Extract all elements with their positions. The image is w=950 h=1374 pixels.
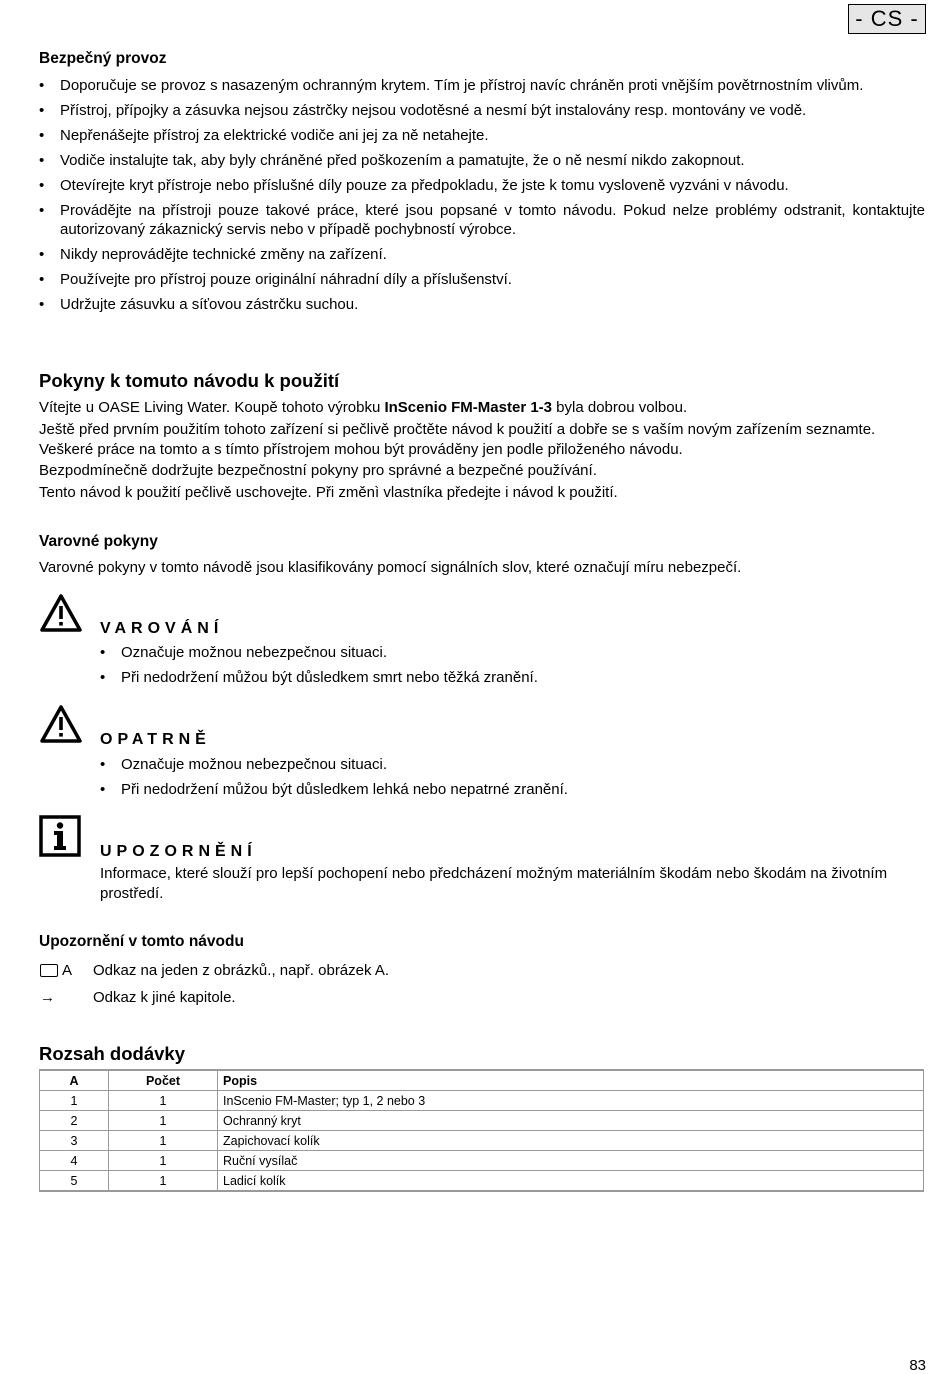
delivery-table xyxy=(39,1069,924,1192)
instructions-paragraph: Tento návod k použití pečlivě uschovejte. Při změnì vlastníka předejte i návod k použití. xyxy=(39,484,618,501)
list-item: • Používejte pro přístroj pouze originální náhradní díly a příslušenství. xyxy=(39,270,925,289)
caution-label: OPATRNĚ xyxy=(100,731,211,748)
table-cell: 3 xyxy=(40,1131,109,1151)
column-header: A xyxy=(40,1070,109,1091)
list-item: • Doporučuje se provoz s nasazeným ochranným krytem. Tím je přístroj navíc chráněn proti vnějším povětrnostním vlivům. xyxy=(39,76,925,95)
safety-list xyxy=(39,76,925,320)
figure-icon xyxy=(40,964,58,977)
list-item: • Označuje možnou nebezpečnou situaci. xyxy=(100,643,925,662)
table-row xyxy=(40,1151,924,1171)
references-heading: Upozornění v tomto návodu xyxy=(39,933,244,950)
list-item: • Provádějte na přístroji pouze takové práce, které jsou popsané v tomto návodu. Pokud nelze problémy odstranit, kontaktujte autorizovaný zákaznický servis nebo v případě pochybností výrobce. xyxy=(39,201,925,239)
table-cell: 2 xyxy=(40,1111,109,1131)
info-icon xyxy=(39,815,81,857)
column-header: Počet xyxy=(109,1070,218,1091)
table-cell: Zapichovací kolík xyxy=(218,1131,924,1151)
table-cell: 1 xyxy=(109,1111,218,1131)
instructions-paragraph: Bezpodmínečně dodržujte bezpečnostní pokyny pro správné a bezpečné používání. xyxy=(39,462,597,479)
warnings-heading: Varovné pokyny xyxy=(39,533,158,550)
table-cell: 1 xyxy=(40,1091,109,1111)
welcome-text-end: byla dobrou volbou. xyxy=(552,399,688,416)
page-number: 83 xyxy=(909,1357,926,1374)
figure-reference-text: Odkaz na jeden z obrázků., např. obrázek A. xyxy=(93,962,390,979)
table-cell: 1 xyxy=(109,1091,218,1111)
language-badge: - CS - xyxy=(848,4,926,34)
warning-list xyxy=(100,643,925,693)
list-item: • Otevírejte kryt přístroje nebo příslušné díly pouze za předpokladu, že jste k tomu vysloveně vyzváni v návodu. xyxy=(39,176,925,195)
table-cell: InScenio FM-Master; typ 1, 2 nebo 3 xyxy=(218,1091,924,1111)
list-item: • Při nedodržení můžou být důsledkem smrt nebo těžká zranění. xyxy=(100,668,925,687)
list-item: • Vodiče instalujte tak, aby byly chráněné před poškozením a pamatujte, že o ně nesmí nikdo zakopnout. xyxy=(39,151,925,170)
table-cell: 5 xyxy=(40,1171,109,1192)
chapter-reference-text: Odkaz k jiné kapitole. xyxy=(93,989,236,1006)
notice-label: UPOZORNĚNÍ xyxy=(100,843,257,860)
table-cell: 1 xyxy=(109,1171,218,1192)
table-cell: 1 xyxy=(109,1131,218,1151)
table-cell: Ochranný kryt xyxy=(218,1111,924,1131)
warning-label: VAROVÁNÍ xyxy=(100,620,224,637)
notice-text: Informace, které slouží pro lepší pochopení nebo předcházení možným materiálním škodám nebo škodám na životním prostředí. xyxy=(100,865,888,902)
list-item: • Označuje možnou nebezpečnou situaci. xyxy=(100,755,925,774)
table-row xyxy=(40,1091,924,1111)
welcome-paragraph xyxy=(39,398,925,418)
product-name: InScenio FM-Master 1-3 xyxy=(384,399,553,416)
table-cell: 4 xyxy=(40,1151,109,1171)
caution-triangle-icon xyxy=(39,704,83,744)
table-cell: Ruční vysílač xyxy=(218,1151,924,1171)
delivery-heading: Rozsah dodávky xyxy=(39,1043,185,1064)
caution-list xyxy=(100,755,925,805)
table-cell: 1 xyxy=(109,1151,218,1171)
warning-triangle-icon xyxy=(39,593,83,633)
list-item: • Při nedodržení můžou být důsledkem lehká nebo nepatrné zranění. xyxy=(100,780,925,799)
warnings-intro: Varovné pokyny v tomto návodě jsou klasifikovány pomocí signálních slov, které označují míru nebezpečí. xyxy=(39,559,742,576)
figure-letter: A xyxy=(62,962,73,979)
table-row xyxy=(40,1111,924,1131)
list-item: • Přístroj, přípojky a zásuvka nejsou zástrčky nejsou vodotěsné a nesmí být instalovány resp. montovány ve vodě. xyxy=(39,101,925,120)
list-item: • Nepřenášejte přístroj za elektrické vodiče ani jej za ně netahejte. xyxy=(39,126,925,145)
table-row xyxy=(40,1171,924,1192)
arrow-icon: → xyxy=(40,989,55,1006)
table-row xyxy=(40,1131,924,1151)
list-item: • Udržujte zásuvku a síťovou zástrčku suchou. xyxy=(39,295,925,314)
table-header-row xyxy=(40,1070,924,1091)
column-header: Popis xyxy=(218,1070,924,1091)
instructions-heading: Pokyny k tomuto návodu k použití xyxy=(39,370,340,391)
instructions-paragraph: Ještě před prvním použitím tohoto zařízení si pečlivě pročtěte návod k použití a dobře se s vaším novým zařízením seznamte. Veškeré práce na tomto a s tímto přístrojem mohou být prováděny jen podle přiloženého návodu. xyxy=(39,421,876,458)
table-cell: Ladicí kolík xyxy=(218,1171,924,1192)
list-item: • Nikdy neprovádějte technické změny na zařízení. xyxy=(39,245,925,264)
welcome-text: Vítejte u OASE Living Water. Koupě tohoto výrobku xyxy=(39,399,385,416)
safety-heading: Bezpečný provoz xyxy=(39,50,167,67)
